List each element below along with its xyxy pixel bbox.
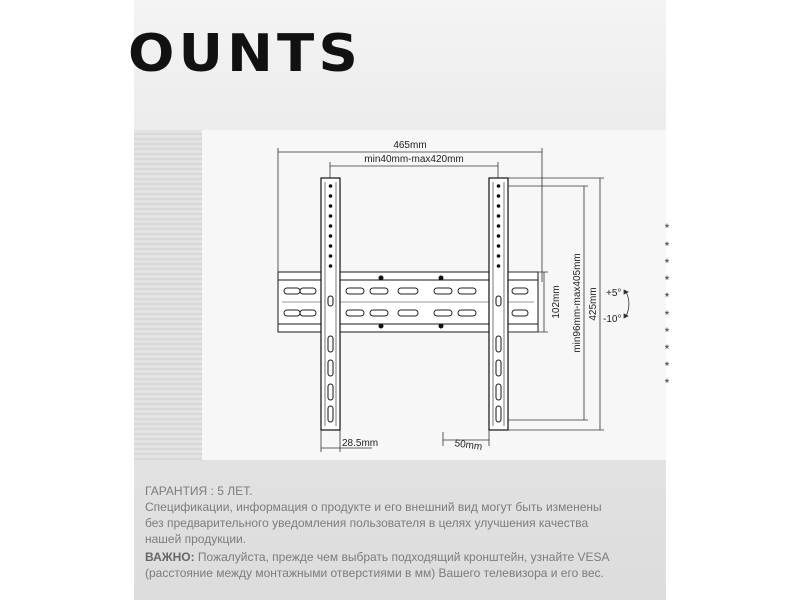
bullet-star: * bbox=[664, 239, 670, 253]
tilt-indicator bbox=[624, 290, 629, 318]
rail-height-label: 102mm bbox=[551, 285, 562, 319]
bullet-star: * bbox=[664, 342, 670, 356]
bullet-star: * bbox=[664, 290, 670, 304]
important-line: (расстояние между монтажными отверстиями в мм) Вашего телевизора и его вес. bbox=[145, 566, 604, 580]
bullet-star: * bbox=[664, 359, 670, 373]
tilt-up-label: +5° bbox=[606, 288, 622, 299]
arm-width-label: 28.5mm bbox=[342, 438, 379, 449]
heading-fragment: OUNTS bbox=[128, 24, 363, 84]
overall-width-label: 465mm bbox=[393, 140, 427, 151]
bullet-star: * bbox=[664, 256, 670, 270]
important-text: Пожалуйста, прежде чем выбрать подходящий кронштейн, узнайте VESA bbox=[194, 550, 610, 564]
left-arm bbox=[321, 178, 340, 430]
vesa-vertical-label: min96mm-max405mm bbox=[572, 253, 583, 353]
bullet-star: * bbox=[664, 325, 670, 339]
overall-height-label: 425mm bbox=[588, 287, 599, 321]
depth-label: 50mm bbox=[453, 438, 483, 453]
bullet-star: * bbox=[664, 221, 670, 235]
warranty-block bbox=[145, 483, 655, 547]
bullet-star: * bbox=[664, 273, 670, 287]
important-block bbox=[145, 549, 655, 581]
right-arm bbox=[489, 178, 508, 430]
warranty-line: нашей продукции. bbox=[145, 532, 247, 546]
tilt-down-label: -10° bbox=[603, 314, 622, 325]
warranty-title: ГАРАНТИЯ : 5 ЛЕТ. bbox=[145, 484, 253, 498]
important-label: ВАЖНО: bbox=[145, 550, 195, 564]
bullet-star: * bbox=[664, 308, 670, 322]
bullet-star: * bbox=[664, 376, 670, 390]
important-line bbox=[145, 549, 655, 565]
warranty-line: Спецификации, информация о продукте и его внешний вид могут быть изменены bbox=[145, 500, 602, 514]
warranty-line: без предварительного уведомления пользователя в целях улучшения качества bbox=[145, 516, 589, 530]
vesa-horizontal-label: min40mm-max420mm bbox=[364, 154, 464, 165]
